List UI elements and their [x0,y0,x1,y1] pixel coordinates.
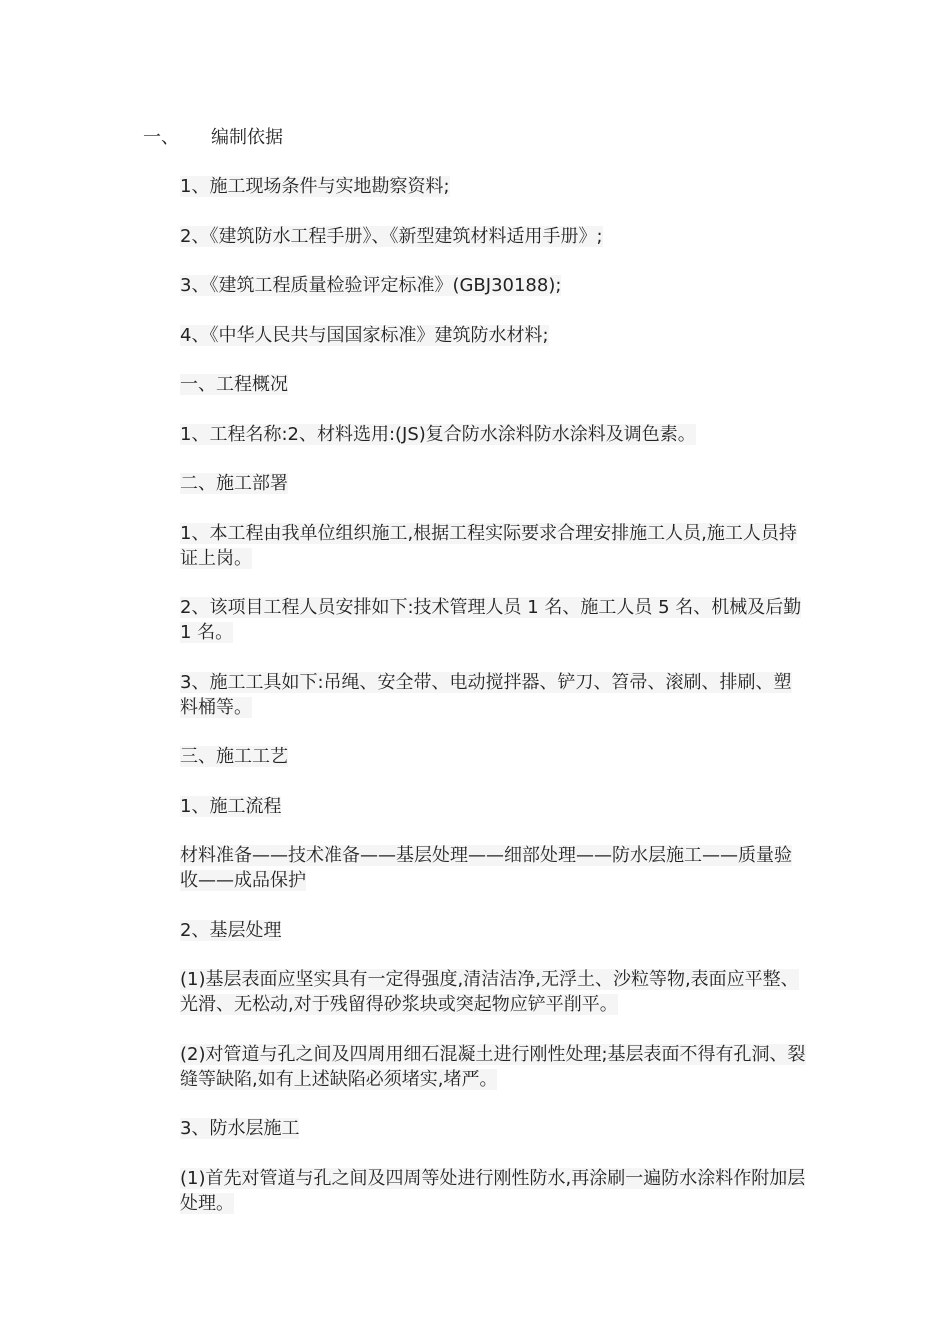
paragraph-basis-4: 4、《中华人民共与国国家标准》建筑防水材料; [180,324,549,346]
subsection-title-waterproof: 3、防水层施工 [180,1118,300,1139]
paragraph-deployment-2: 2、该项目工程人员安排如下:技术管理人员 1 名、施工人员 5 名、机械及后勤 1 名。 [180,597,802,643]
paragraph-base-1: (1)基层表面应坚实具有一定得强度,清洁洁净,无浮土、沙粒等物,表面应平整、光滑、无松动,对于残留得砂浆块或突起物应铲平削平。 [180,969,799,1015]
section-title-overview: 一、工程概况 [180,374,288,395]
paragraph-overview-1: 1、工程名称:2、材料选用:(JS)复合防水涂料防水涂料及调色素。 [180,423,696,445]
paragraph-deployment-1: 1、本工程由我单位组织施工,根据工程实际要求合理安排施工人员,施工人员持证上岗。 [180,522,797,569]
paragraph-basis-3: 3、《建筑工程质量检验评定标准》(GBJ30188); [180,275,562,296]
subsection-title-flow: 1、施工流程 [180,795,282,817]
section-heading [143,126,283,150]
paragraph-waterproof-1: (1)首先对管道与孔之间及四周等处进行刚性防水,再涂刷一遍防水涂料作附加层处理。 [180,1167,806,1214]
paragraph-basis-1: 1、施工现场条件与实地勘察资料; [180,176,450,197]
heading-number: 一、 [143,127,179,148]
section-title-deployment: 二、施工部署 [180,473,288,494]
section-title-process: 三、施工工艺 [180,746,288,767]
paragraph-deployment-3: 3、施工工具如下:吊绳、安全带、电动搅拌器、铲刀、笤帚、滚刷、排刷、塑料桶等。 [180,671,792,718]
paragraph-base-2: (2)对管道与孔之间及四周用细石混凝土进行刚性处理;基层表面不得有孔洞、裂缝等缺陷,如有上述缺陷必须堵实,堵严。 [180,1043,806,1090]
paragraph-basis-2: 2、《建筑防水工程手册》、《新型建筑材料适用手册》; [180,225,603,247]
paragraph-flow: 材料准备——技术准备——基层处理——细部处理——防水层施工——质量验收——成品保护 [180,845,792,891]
subsection-title-base: 2、基层处理 [180,919,282,941]
heading-title: 编制依据 [211,127,283,148]
document-body [180,174,808,1240]
